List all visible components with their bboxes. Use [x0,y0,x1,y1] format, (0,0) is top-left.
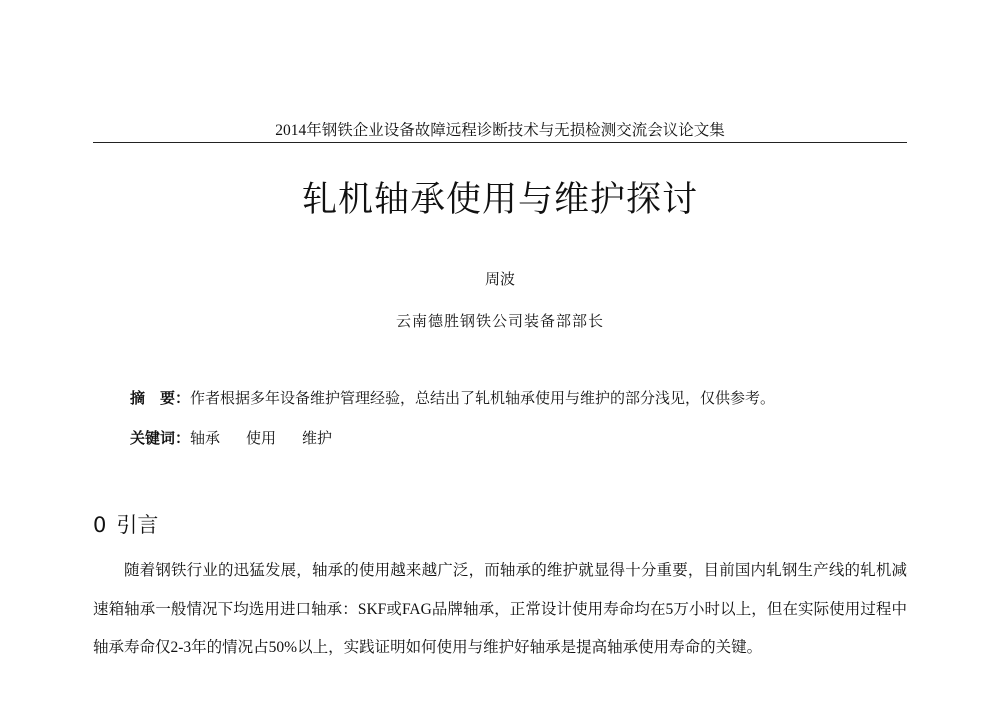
header-rule [93,142,907,143]
abstract-text: 作者根据多年设备维护管理经验，总结出了轧机轴承使用与维护的部分浅见，仅供参考。 [190,389,776,407]
section-heading [93,509,158,539]
author-affiliation: 云南德胜钢铁公司装备部部长 [395,312,604,330]
paper-title: 轧机轴承使用与维护探讨 [301,180,698,220]
keywords [130,427,358,448]
body-text [93,552,907,668]
keyword-item: 维护 [302,429,333,447]
section-title: 引言 [116,513,159,537]
abstract [130,387,775,408]
keyword-item: 使用 [246,429,277,447]
keywords-label: 关键词： [130,429,191,447]
keyword-item: 轴承 [190,429,221,447]
running-head: 2014年钢铁企业设备故障远程诊断技术与无损检测交流会议论文集 [275,122,725,139]
paragraph: 随着钢铁行业的迅猛发展，轴承的使用越来越广泛，而轴承的维护就显得十分重要，目前国内轧钢生产线的轧机减速箱轴承一般情况下均选用进口轴承：SKF或FAG品牌轴承，正常设计使用寿命均在5万小时以上，但在实际使用过程中轴承寿命仅2-3年的情况占50%以上，实践证明如何使用与维护好轴承是提高轴承使用寿命的关键。 [93,562,907,656]
author-name: 周波 [484,270,515,288]
abstract-label: 摘 要： [130,389,191,407]
section-number: 0 [93,513,107,537]
